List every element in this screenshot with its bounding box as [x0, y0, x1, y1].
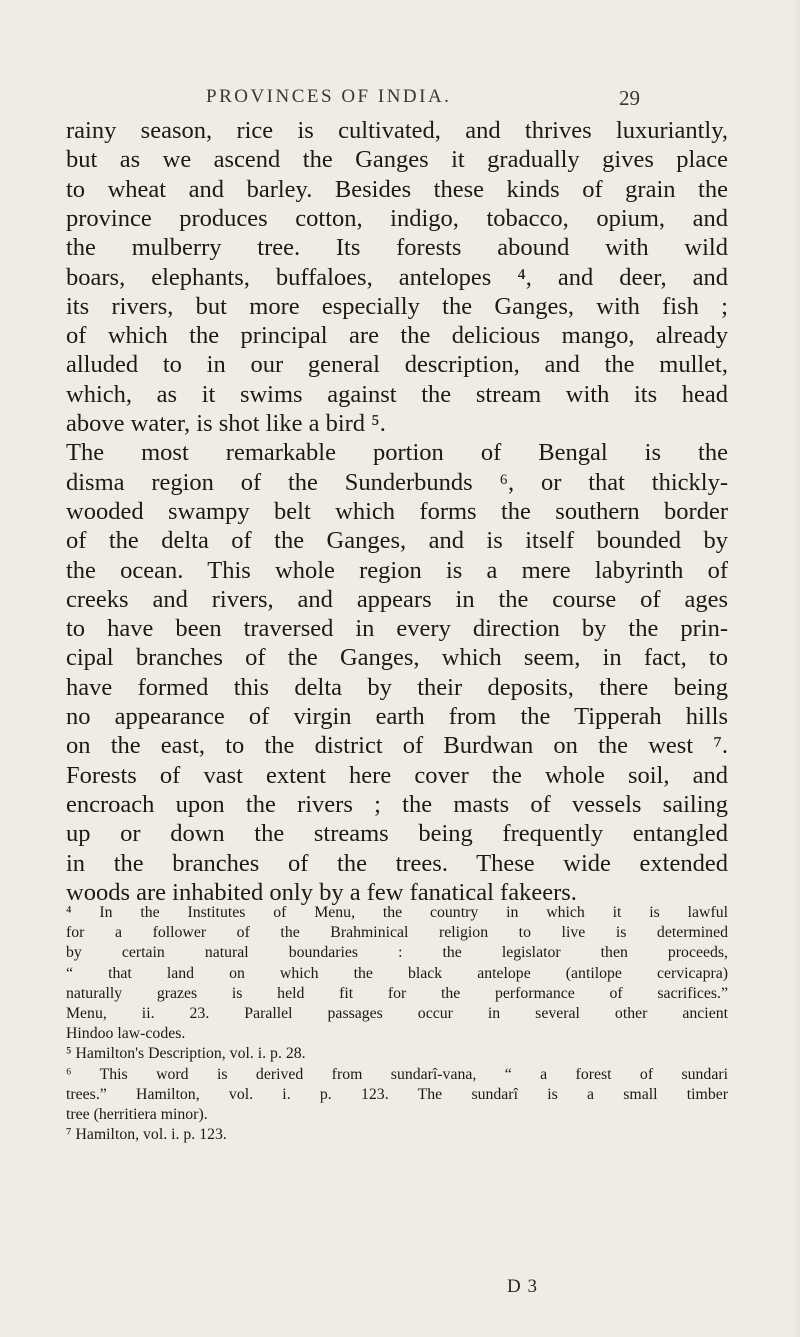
- footnote-line: ⁵ Hamilton's Description, vol. i. p. 28.: [66, 1045, 306, 1063]
- body-line: of the delta of the Ganges, and is itself bounded by: [66, 527, 728, 555]
- page-edge-shadow: [794, 0, 800, 1337]
- body-line: encroach upon the rivers ; the masts of vessels sailing: [66, 790, 728, 818]
- footnote-line: Hindoo law-codes.: [66, 1025, 186, 1043]
- footnote-line: for a follower of the Brahminical religion to live is determined: [66, 924, 728, 942]
- footnote-line: by certain natural boundaries : the legislator then proceeds,: [66, 944, 728, 962]
- body-line: province produces cotton, indigo, tobacco, opium, and: [66, 204, 728, 232]
- running-head: PROVINCES OF INDIA.: [206, 86, 452, 107]
- footnote-line: ⁷ Hamilton, vol. i. p. 123.: [66, 1126, 227, 1144]
- page-number: 29: [619, 86, 640, 110]
- body-line: the ocean. This whole region is a mere labyrinth of: [66, 556, 728, 584]
- body-line: rainy season, rice is cultivated, and thrives luxuriantly,: [66, 117, 728, 144]
- body-line: to have been traversed in every direction by the prin-: [66, 615, 728, 643]
- body-line: alluded to in our general description, and the mullet,: [66, 351, 728, 379]
- body-line: creeks and rivers, and appears in the course of ages: [66, 585, 728, 613]
- body-line: woods are inhabited only by a few fanatical fakeers.: [66, 878, 577, 906]
- body-line: The most remarkable portion of Bengal is the: [66, 439, 728, 467]
- body-line: have formed this delta by their deposits, there being: [66, 673, 728, 701]
- body-line: wooded swampy belt which forms the southern border: [66, 497, 728, 525]
- body-line: the mulberry tree. Its forests abound with wild: [66, 234, 728, 262]
- footnote-line: naturally grazes is held fit for the performance of sacrifices.”: [66, 984, 728, 1002]
- body-line: in the branches of the trees. These wide extended: [66, 849, 728, 877]
- footnote-line: Menu, ii. 23. Parallel passages occur in several other ancient: [66, 1005, 728, 1022]
- footnote-line: trees.” Hamilton, vol. i. p. 123. The sundarî is a small timber: [66, 1085, 728, 1103]
- body-line: of which the principal are the delicious mango, already: [66, 322, 728, 350]
- footnote-line: tree (herritiera minor).: [66, 1106, 208, 1123]
- body-line: on the east, to the district of Burdwan on the west ⁷.: [66, 732, 728, 760]
- body-line: its rivers, but more especially the Ganges, with fish ;: [66, 292, 728, 320]
- body-line: no appearance of virgin earth from the Tipperah hills: [66, 703, 728, 730]
- body-line: disma region of the Sunderbunds ⁶, or that thickly-: [66, 468, 728, 496]
- body-line: cipal branches of the Ganges, which seem, in fact, to: [66, 644, 728, 672]
- body-line: above water, is shot like a bird ⁵.: [66, 410, 386, 437]
- body-line: to wheat and barley. Besides these kinds of grain the: [66, 175, 728, 203]
- body-line: but as we ascend the Ganges it gradually gives place: [66, 146, 728, 174]
- footnote-line: ⁴ In the Institutes of Menu, the country in which it is lawful: [66, 904, 728, 921]
- body-line: Forests of vast extent here cover the whole soil, and: [66, 761, 728, 789]
- signature-mark: D 3: [507, 1276, 538, 1297]
- body-line: which, as it swims against the stream with its head: [66, 380, 728, 408]
- footnote-line: ⁶ This word is derived from sundarî-vana, “ a forest of sundari: [66, 1065, 728, 1083]
- page-header: [0, 86, 800, 116]
- footnote-line: “ that land on which the black antelope (antilope cervicapra): [66, 964, 728, 982]
- body-line: up or down the streams being frequently entangled: [66, 820, 728, 848]
- body-line: boars, elephants, buffaloes, antelopes ⁴, and deer, and: [66, 263, 728, 291]
